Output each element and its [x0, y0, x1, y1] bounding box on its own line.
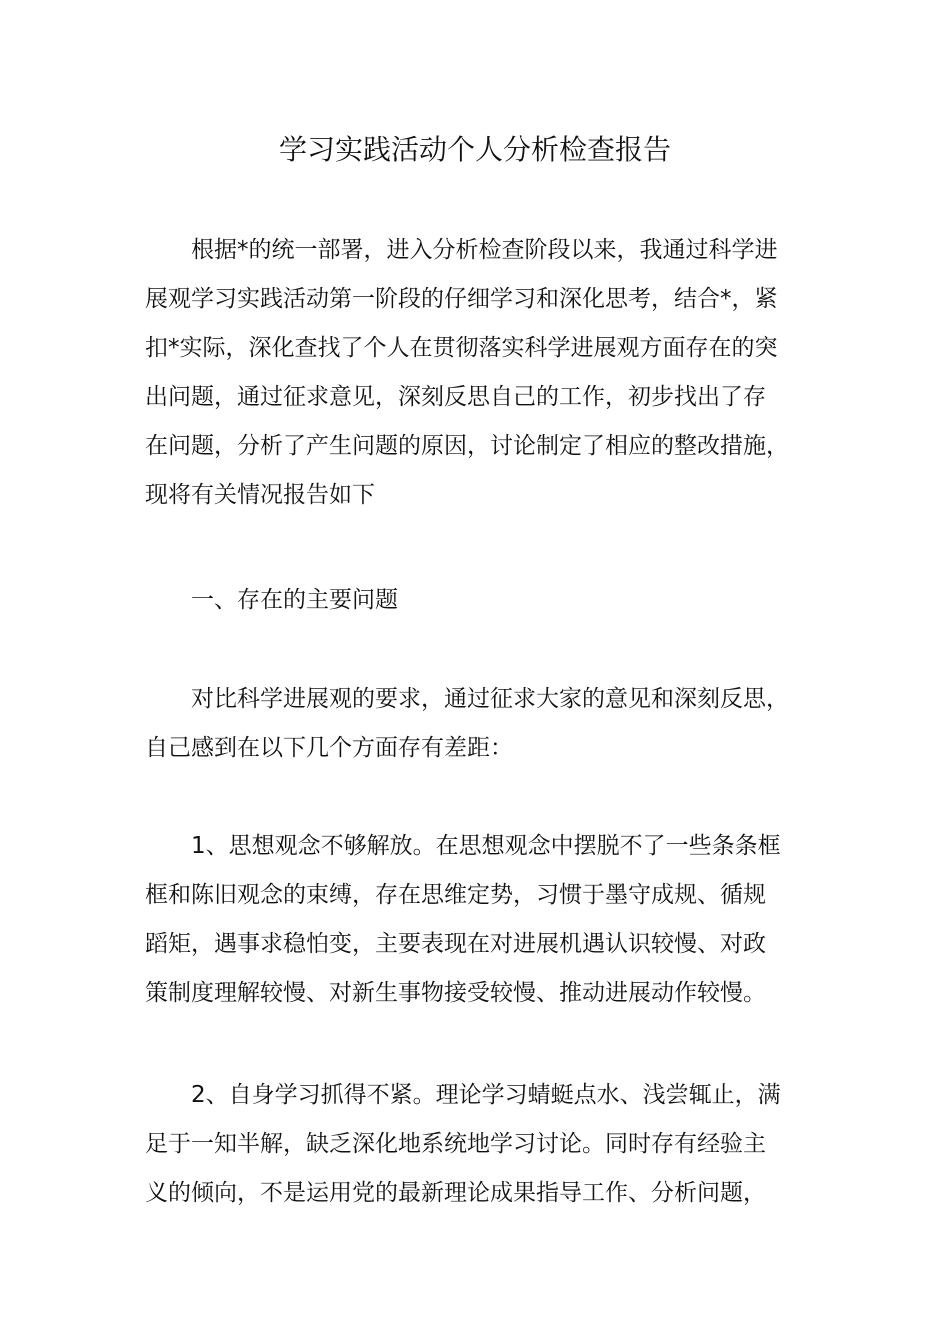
- paragraph-line: 对比科学进展观的要求，通过征求大家的意见和深刻反思，: [191, 686, 789, 712]
- paragraph-line: 2、自身学习抓得不紧。理论学习蜻蜓点水、浅尝辄止，满: [191, 1082, 781, 1108]
- section-heading: [145, 576, 825, 625]
- paragraph-line: 义的倾向，不是运用党的最新理论成果指导工作、分析问题，: [145, 1180, 766, 1206]
- paragraph-comparison: [145, 675, 825, 773]
- paragraph-line: 扣*实际，深化查找了个人在贯彻落实科学进展观方面存在的突: [145, 335, 778, 361]
- section-heading-text: 一、存在的主要问题: [191, 587, 398, 613]
- paragraph-line: 在问题，分析了产生问题的原因，讨论制定了相应的整改措施，: [145, 433, 789, 459]
- paragraph-line: 策制度理解较慢、对新生事物接受较慢、推动进展动作较慢。: [145, 980, 766, 1006]
- paragraph-line: 1、思想观念不够解放。在思想观念中摆脱不了一些条条框: [191, 833, 781, 859]
- paragraph-line: 现将有关情况报告如下: [145, 482, 375, 508]
- paragraph-line: 足于一知半解，缺乏深化地系统地学习讨论。同时存有经验主: [145, 1131, 766, 1157]
- paragraph-line: 自己感到在以下几个方面存有差距：: [145, 735, 513, 761]
- paragraph-line: 框和陈旧观念的束缚，存在思维定势，习惯于墨守成规、循规: [145, 882, 766, 908]
- document-title: 学习实践活动个人分析检查报告: [278, 133, 671, 166]
- paragraph-item-2: [145, 1071, 825, 1218]
- paragraph-line: 根据*的统一部署，进入分析检查阶段以来，我通过科学进: [191, 237, 778, 263]
- paragraph-intro: [145, 226, 825, 520]
- paragraph-line: 展观学习实践活动第一阶段的仔细学习和深化思考，结合*，紧: [145, 286, 778, 312]
- paragraph-line: 出问题，通过征求意见，深刻反思自己的工作，初步找出了存: [145, 384, 766, 410]
- paragraph-item-1: [145, 822, 825, 1018]
- paragraph-line: 蹈矩，遇事求稳怕变，主要表现在对进展机遇认识较慢、对政: [145, 931, 766, 957]
